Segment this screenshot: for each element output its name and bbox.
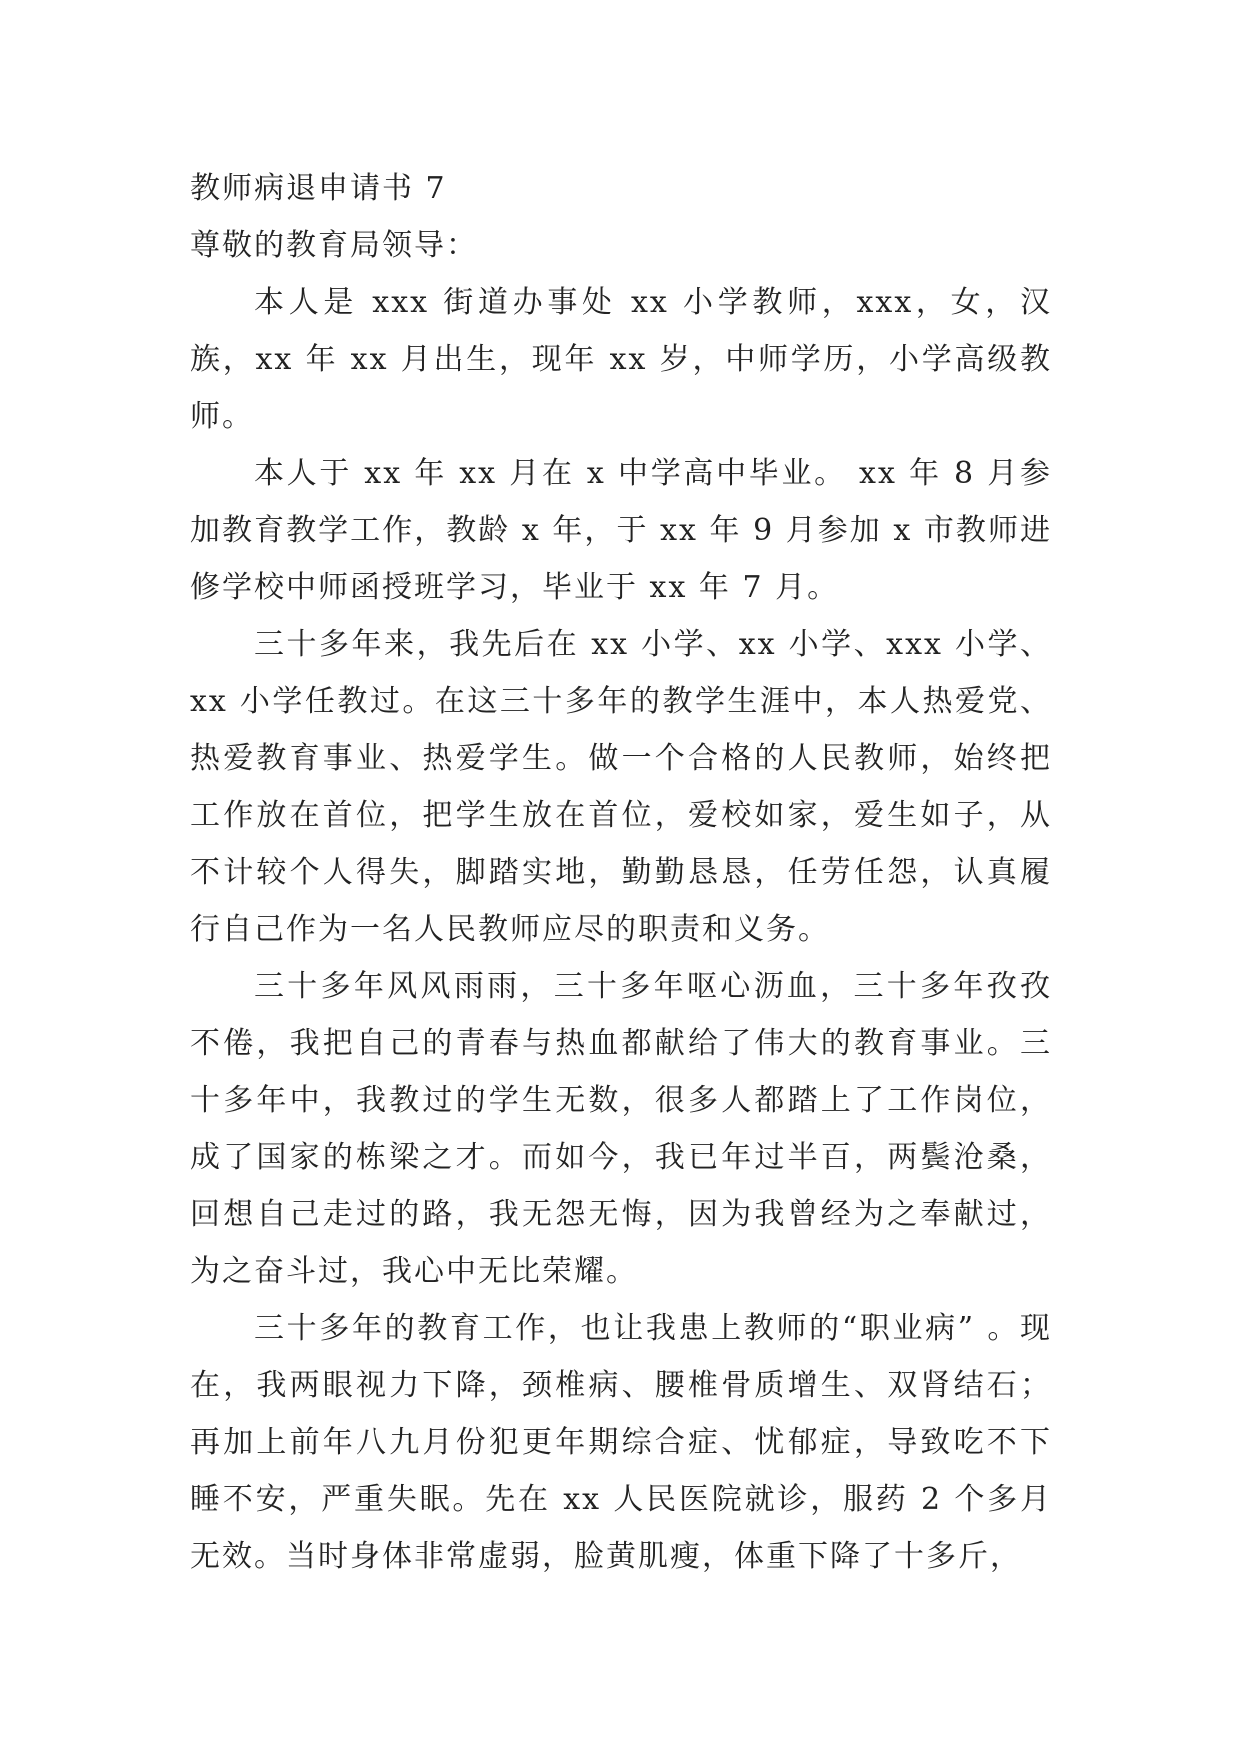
paragraph-personal-info: 本人是 xxx 街道办事处 xx 小学教师，xxx，女，汉族，xx 年 xx 月出生，现年 xx 岁，中师学历，小学高级教师。 <box>190 285 1052 434</box>
paragraph-teaching-career: 三十多年来，我先后在 xx 小学、xx 小学、xxx 小学、xx 小学任教过。在这三十多年的教学生涯中，本人热爱党、热爱教育事业、热爱学生。做一个合格的人民教师，始终把工作放在首位，把学生放在首位，爱校如家，爱生如子，从不计较个人得失，脚踏实地，勤勤恳恳，任劳任怨，认真履行自己作为一名人民教师应尽的职责和义务。 <box>190 627 1052 947</box>
paragraph-education-history: 本人于 xx 年 xx 月在 x 中学高中毕业。 xx 年 8 月参加教育教学工作，教龄 x 年，于 xx 年 9 月参加 x 市教师进修学校中师函授班学习，毕业于 xx 年 7 月。 <box>190 456 1052 605</box>
salutation: 尊敬的教育局领导： <box>190 228 478 263</box>
document-title: 教师病退申请书 7 <box>190 171 447 206</box>
paragraph-dedication: 三十多年风风雨雨，三十多年呕心沥血，三十多年孜孜不倦，我把自己的青春与热血都献给了伟大的教育事业。三十多年中，我教过的学生无数，很多人都踏上了工作岗位，成了国家的栋梁之才。而如今，我已年过半百，两鬓沧桑，回想自己走过的路，我无怨无悔，因为我曾经为之奉献过，为之奋斗过，我心中无比荣耀。 <box>190 969 1052 1289</box>
paragraph-health-condition: 三十多年的教育工作，也让我患上教师的“职业病” 。现在，我两眼视力下降，颈椎病、腰椎骨质增生、双肾结石；再加上前年八九月份犯更年期综合症、忧郁症，导致吃不下睡不安，严重失眠。先在 xx 人民医院就诊，服药 2 个多月无效。当时身体非常虚弱，脸黄肌瘦，体重下降了十多斤， <box>190 1311 1052 1574</box>
document-body <box>190 160 1052 1585</box>
